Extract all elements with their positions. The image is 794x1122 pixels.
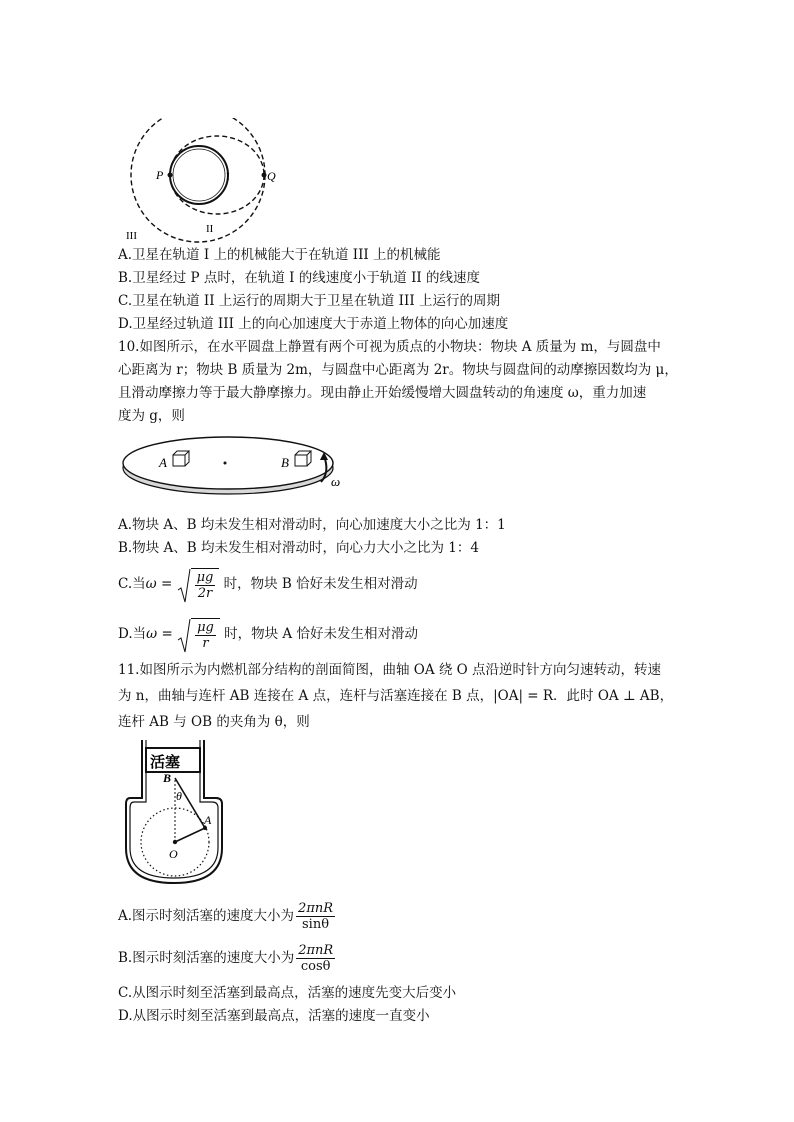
- option-c-suffix: 时，物块 B 恰好未发生相对滑动: [219, 576, 418, 592]
- option-c-prefix: C.当: [118, 576, 146, 592]
- option-c-num: μg: [196, 570, 214, 585]
- crank-OA: [175, 828, 205, 842]
- point-P: [168, 173, 173, 178]
- q11-option-a: [118, 898, 337, 934]
- option-d-equals: =: [157, 626, 178, 642]
- q9-option-d: D.卫星经过轨道 III 上的向心加速度大于赤道上物体的向心加速度: [118, 316, 509, 332]
- q9-option-a: A.卫星在轨道 I 上的机械能大于在轨道 III 上的机械能: [118, 247, 441, 263]
- label-I: I: [226, 171, 230, 183]
- option-d-num: μg: [197, 620, 214, 635]
- q10-option-d: [118, 618, 418, 651]
- block-B: [295, 455, 307, 466]
- label-A: A: [204, 813, 212, 827]
- option-c-omega: ω: [145, 576, 157, 592]
- q11-option-d: D.从图示时刻至活塞到最高点，活塞的速度一直变小: [118, 1008, 430, 1024]
- q11-option-b-num: 2πnR: [298, 943, 334, 958]
- label-O: O: [169, 847, 178, 861]
- q11-option-b-den: cosθ: [300, 959, 331, 974]
- label-III: III: [126, 230, 137, 242]
- label-omega: ω: [331, 474, 341, 489]
- q10-option-a: A.物块 A、B 均未发生相对滑动时，向心加速度大小之比为 1：1: [118, 517, 506, 533]
- option-d-sqrt: [177, 618, 220, 651]
- q11-option-b-prefix: B.图示时刻活塞的速度大小为: [118, 950, 295, 966]
- label-B: B: [281, 455, 289, 470]
- q10-stem-4: 度为 g，则: [118, 408, 185, 424]
- label-B: B: [163, 771, 172, 785]
- label-theta: θ: [176, 789, 182, 803]
- q11-option-a-prefix: A.图示时刻活塞的速度大小为: [118, 908, 295, 924]
- label-Q: Q: [267, 169, 276, 183]
- label-piston: 活塞: [150, 753, 181, 771]
- q10-stem-2: 心距离为 r；物块 B 质量为 2m，与圆盘中心距离为 2r。物块与圆盘间的动摩擦因数均为 μ，: [118, 362, 678, 378]
- option-d-suffix: 时，物块 A 恰好未发生相对滑动: [219, 626, 418, 642]
- label-P: P: [156, 168, 164, 182]
- q11-option-a-den: sinθ: [302, 917, 330, 932]
- q11-stem-2: 为 n，曲轴与连杆 AB 连接在 A 点，连杆与活塞连接在 B 点，|OA| = R．此时 OA ⊥ AB，: [118, 688, 674, 704]
- q9-option-b: B.卫星经过 P 点时，在轨道 I 的线速度小于轨道 II 的线速度: [118, 270, 481, 286]
- option-c-sqrt: [177, 568, 220, 601]
- orbit-II: [170, 136, 264, 214]
- block-A: [173, 455, 185, 466]
- orbit-I: [170, 146, 228, 204]
- q11-stem-3: 连杆 AB 与 OB 的夹角为 θ，则: [118, 714, 310, 730]
- option-d-den: r: [202, 636, 209, 651]
- disk-diagram: [118, 430, 358, 510]
- q11-option-a-num: 2πnR: [298, 901, 334, 916]
- orbit-I-inner: [173, 149, 225, 201]
- orbit-diagram: [118, 118, 278, 243]
- q11-option-c: C.从图示时刻至活塞到最高点，活塞的速度先变大后变小: [118, 985, 457, 1001]
- q10-stem-1: 10.如图所示，在水平圆盘上静置有两个可视为质点的小物块：物块 A 质量为 m，与圆盘中: [118, 339, 661, 355]
- disk-center: [224, 462, 227, 465]
- q10-option-b: B.物块 A、B 均未发生相对滑动时，向心力大小之比为 1：4: [118, 540, 479, 556]
- option-c-equals: =: [156, 576, 177, 592]
- q10-stem-3: 且滑动摩擦力等于最大静摩擦力。现由静止开始缓慢增大圆盘转动的角速度 ω，重力加速: [118, 385, 647, 401]
- q11-stem-1: 11.如图所示为内燃机部分结构的剖面简图，曲轴 OA 绕 O 点沿逆时针方向匀速转动，转速: [118, 662, 662, 678]
- label-A: A: [159, 455, 167, 470]
- option-d-prefix: D.当: [118, 626, 147, 642]
- engine-diagram: [118, 738, 230, 888]
- q11-option-b: [118, 940, 337, 976]
- option-d-omega: ω: [146, 626, 158, 642]
- label-II: II: [206, 223, 214, 235]
- orbit-III: [131, 118, 265, 242]
- q10-option-c: [118, 568, 418, 601]
- point-Q: [262, 173, 267, 178]
- option-c-den: 2r: [197, 586, 213, 601]
- q9-option-c: C.卫星在轨道 II 上运行的周期大于卫星在轨道 III 上运行的周期: [118, 293, 500, 309]
